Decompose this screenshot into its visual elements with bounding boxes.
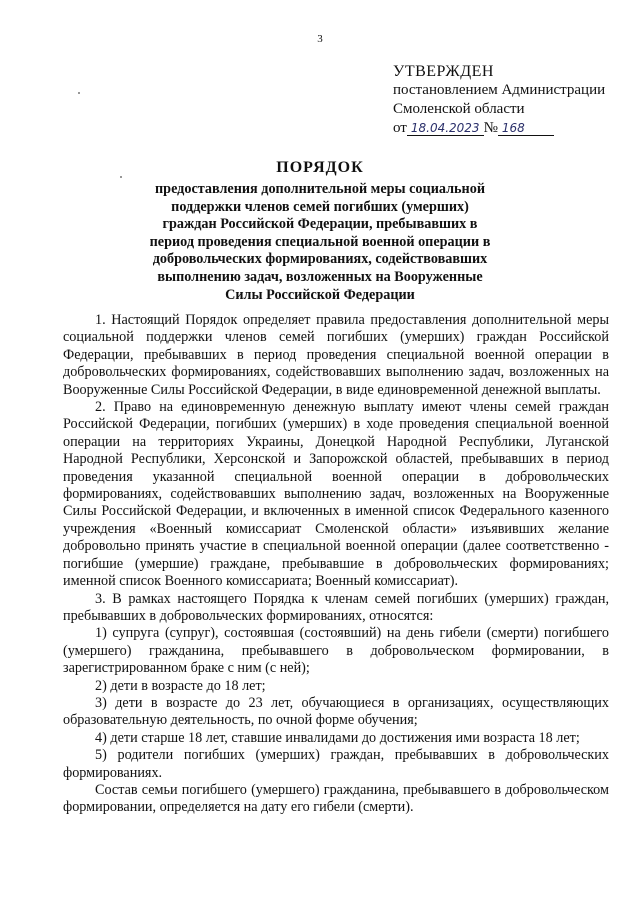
document-body [63,312,609,817]
paragraph-3: 3. В рамках настоящего Порядка к членам семей погибших (умерших) граждан, пребывавших в добровольческих формированиях, относятся: [63,590,609,624]
list-item-1: 1) супруга (супруг), состоявшая (состоявший) на день гибели (смерти) погибшего (умершего) гражданина, пребывавшего в добровольческом формировании, в зарегистрированном браке с ним (с ней); [63,625,609,677]
list-item-5: 5) родители погибших (умерших) граждан, пребывавших в добровольческих формированиях. [63,747,609,781]
page-number: 3 [317,33,323,45]
document-subtitle [100,181,540,304]
approval-line-1: постановлением Администрации [393,82,606,98]
scan-speck [120,176,122,178]
from-prefix: от [393,120,407,136]
subtitle-line: поддержки членов семей погибших (умерших) [171,198,469,215]
handwritten-number: 168 [498,121,554,136]
document-title: ПОРЯДОК [276,159,364,176]
scan-speck [78,92,80,94]
list-item-3: 3) дети в возрасте до 23 лет, обучающиеся в организациях, осуществляющих образовательную деятельность, по очной форме обучения; [63,694,609,729]
approval-date-line [393,119,605,138]
approval-line-2: Смоленской области [393,101,525,117]
subtitle-line: граждан Российской Федерации, пребывавших в [162,216,478,233]
approval-stamp [393,62,605,138]
family-composition-paragraph: Состав семьи погибшего (умершего) гражданина, пребывавшего в добровольческом формировании, определяется на дату его гибели (смерти). [63,781,609,816]
subtitle-line: Силы Российской Федерации [225,286,415,303]
list-item-4: 4) дети старше 18 лет, ставшие инвалидами до достижения ими возраста 18 лет; [95,729,580,746]
approval-heading: УТВЕРЖДЕН [393,63,494,80]
paragraph-2: 2. Право на единовременную денежную выплату имеют члены семей граждан Российской Федерации, погибших (умерших) в ходе проведения специальной военной операции на территориях Украины, Донецкой Народной Республики, Луганской Народной Республики, Херсонской и Запорожской областей, пребывавших в период проведения указанной специальной военной операции в добровольческих формированиях, содействовавших выполнению задач, возложенных на Вооруженные Силы Российской Федерации, и включенных в именной список Федерального казенного учреждения «Военный комиссариат Смоленской области» изъявивших желание добровольно принять участие в специальной военной операции (далее соответственно - погибшие (умершие) граждане, пребывавшие в добровольческих формированиях; именной список Военного комиссариата; Военный комиссариат). [63,399,609,590]
handwritten-date: 18.04.2023 [407,121,484,136]
paragraph-1: 1. Настоящий Порядок определяет правила предоставления дополнительной меры социальной поддержки членов семей погибших (умерших) граждан Российской Федерации, пребывавших в период проведения специальной военной операции в добровольческих формированиях, содействовавших выполнению задач, возложенных на Вооруженные Силы Российской Федерации, в виде единовременной денежной выплаты. [63,312,609,398]
subtitle-line: выполнению задач, возложенных на Вооруженные [157,268,483,285]
document-title-block [100,159,540,304]
number-prefix: № [483,120,498,136]
list-item-2: 2) дети в возрасте до 18 лет; [95,677,266,694]
subtitle-line: добровольческих формированиях, содействовавших [152,251,488,268]
subtitle-line: предоставления дополнительной меры социальной [155,181,485,197]
subtitle-line: период проведения специальной военной операции в [149,233,491,250]
